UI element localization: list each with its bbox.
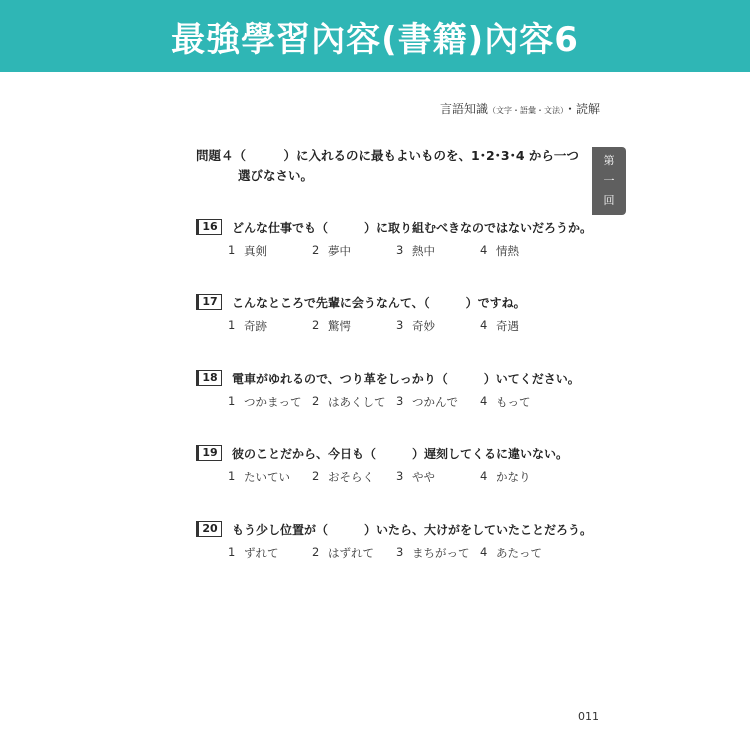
title-banner <box>0 0 750 72</box>
side-tab-char-3: 回 <box>603 194 615 207</box>
book-page <box>0 72 750 750</box>
option-text: まちがって <box>412 546 470 560</box>
answer-option <box>312 243 396 259</box>
problem-instruction <box>196 146 586 186</box>
option-text: 奇遇 <box>496 319 519 333</box>
answer-option <box>480 318 564 334</box>
problem-line-1: 問題４（ ）に入れるのに最もよいものを、1･2･3･4 から一つ <box>196 148 579 163</box>
option-text: かなり <box>496 470 531 484</box>
option-number: 1 <box>228 469 236 483</box>
option-text: 驚愕 <box>328 319 351 333</box>
section-header-tail: ・読解 <box>564 102 601 116</box>
answer-option <box>228 318 312 334</box>
section-header <box>440 100 600 117</box>
option-text: たいてい <box>244 470 290 484</box>
side-tab-char-1: 第 <box>603 154 615 167</box>
answer-options <box>196 394 596 410</box>
option-number: 1 <box>228 318 236 332</box>
option-number: 3 <box>396 243 404 257</box>
banner-title: 最強學習內容(書籍)內容6 <box>171 19 579 60</box>
question-stem: こんなところで先輩に会うなんて、（ ）ですね。 <box>232 295 526 310</box>
section-header-main: 言語知識 <box>440 102 489 116</box>
answer-option <box>228 394 312 410</box>
option-number: 2 <box>312 469 320 483</box>
option-text: 情熱 <box>496 244 519 258</box>
option-number: 1 <box>228 394 236 408</box>
answer-option <box>312 318 396 334</box>
answer-option <box>228 469 312 485</box>
question-18 <box>196 369 596 410</box>
question-16 <box>196 218 596 259</box>
answer-option <box>312 394 396 410</box>
question-stem: 電車がゆれるので、つり革をしっかり（ ）いてください。 <box>232 371 580 386</box>
option-text: おそらく <box>328 470 374 484</box>
answer-option <box>480 243 564 259</box>
option-number: 1 <box>228 545 236 559</box>
answer-options <box>196 469 596 485</box>
section-header-paren: （文字・語彙・文法） <box>488 106 565 115</box>
option-number: 2 <box>312 243 320 257</box>
question-number: 19 <box>196 445 222 461</box>
answer-option <box>396 394 480 410</box>
question-number: 17 <box>196 294 222 310</box>
option-number: 3 <box>396 394 404 408</box>
option-text: つかまって <box>244 395 302 409</box>
chapter-side-tab <box>592 147 626 215</box>
option-number: 2 <box>312 318 320 332</box>
option-text: つかんで <box>412 395 458 409</box>
option-text: ずれて <box>244 546 279 560</box>
question-19 <box>196 444 596 485</box>
option-text: 真剣 <box>244 244 267 258</box>
option-text: あたって <box>496 546 542 560</box>
option-number: 4 <box>480 545 488 559</box>
option-number: 3 <box>396 318 404 332</box>
answer-option <box>396 469 480 485</box>
question-20 <box>196 520 596 561</box>
option-text: やや <box>412 470 435 484</box>
answer-options <box>196 243 596 259</box>
answer-option <box>396 243 480 259</box>
page-number: 011 <box>578 710 599 723</box>
option-text: 夢中 <box>328 244 351 258</box>
option-number: 4 <box>480 469 488 483</box>
option-number: 4 <box>480 318 488 332</box>
answer-option <box>396 545 480 561</box>
side-tab-char-2: 一 <box>603 174 615 187</box>
answer-option <box>480 394 564 410</box>
option-text: 奇跡 <box>244 319 267 333</box>
question-number: 18 <box>196 370 222 386</box>
answer-option <box>228 545 312 561</box>
answer-option <box>480 469 564 485</box>
option-text: 熱中 <box>412 244 435 258</box>
answer-options <box>196 318 596 334</box>
option-number: 1 <box>228 243 236 257</box>
option-number: 4 <box>480 243 488 257</box>
question-stem: 彼のことだから、今日も（ ）遅刻してくるに違いない。 <box>232 446 569 461</box>
question-number: 16 <box>196 219 222 235</box>
option-text: はずれて <box>328 546 374 560</box>
answer-options <box>196 545 596 561</box>
problem-line-2: 選びなさい。 <box>238 168 314 183</box>
question-stem: もう少し位置が（ ）いたら、大けがをしていたことだろう。 <box>232 522 593 537</box>
option-text: もって <box>496 395 531 409</box>
question-number: 20 <box>196 521 222 537</box>
answer-option <box>228 243 312 259</box>
answer-option <box>312 545 396 561</box>
option-text: 奇妙 <box>412 319 435 333</box>
answer-option <box>480 545 564 561</box>
question-17 <box>196 293 596 334</box>
question-stem: どんな仕事でも（ ）に取り組むべきなのではないだろうか。 <box>232 220 593 235</box>
answer-option <box>396 318 480 334</box>
option-number: 3 <box>396 469 404 483</box>
option-number: 3 <box>396 545 404 559</box>
option-number: 2 <box>312 545 320 559</box>
answer-option <box>312 469 396 485</box>
option-text: はあくして <box>328 395 386 409</box>
option-number: 4 <box>480 394 488 408</box>
option-number: 2 <box>312 394 320 408</box>
